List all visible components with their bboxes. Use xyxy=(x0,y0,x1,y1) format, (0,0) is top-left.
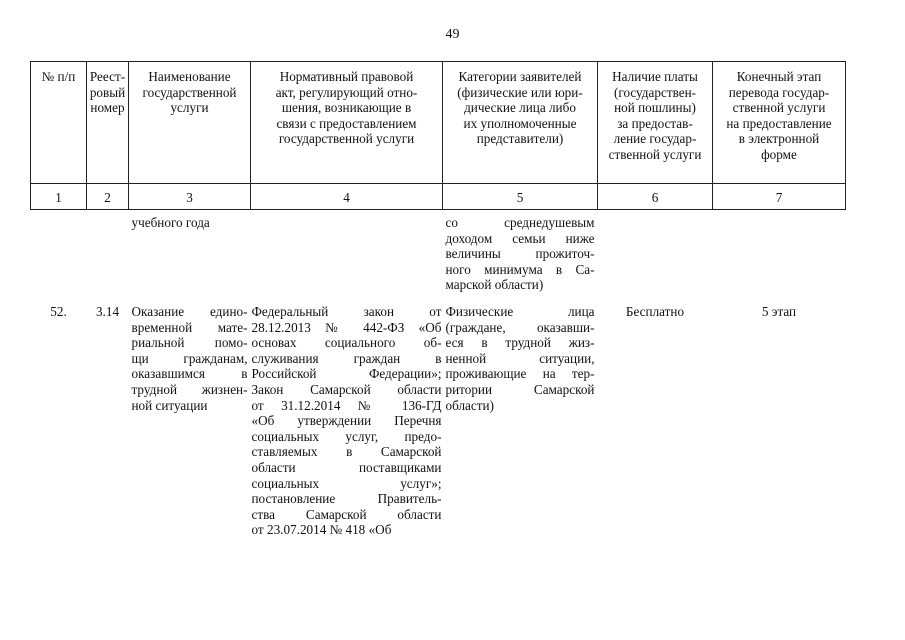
header-text-line: форме xyxy=(761,146,797,162)
text-line: от 31.12.2014 № 136-ГД xyxy=(251,397,442,413)
text-line: (граждане, оказавши- xyxy=(445,319,595,335)
header-text-line: государственной xyxy=(142,84,237,100)
column-numbers-row xyxy=(31,184,846,210)
column-number: 4 xyxy=(251,184,443,210)
header-text-line: государственной услуги xyxy=(278,131,415,147)
header-text-line: Реест- xyxy=(89,69,126,84)
header-col-applicants xyxy=(443,62,598,184)
text-line: доходом семьи ниже xyxy=(445,230,595,246)
text-line: ного минимума в Са- xyxy=(445,261,595,277)
text-line: Российской Федерации»; xyxy=(251,366,442,382)
header-text-line: Наличие платы xyxy=(612,69,698,84)
page-number: 49 xyxy=(445,27,460,42)
text-line: постановление Правитель- xyxy=(251,491,442,507)
text-line: проживающие на тер- xyxy=(445,366,595,382)
header-text-line: Наименование xyxy=(148,69,231,84)
text-line: величины прожиточ- xyxy=(445,246,595,262)
column-number: 6 xyxy=(598,184,713,210)
header-text-line: в электронной xyxy=(738,131,820,147)
text-line: еся в трудной жиз- xyxy=(445,335,595,351)
applicant-categories xyxy=(443,299,598,538)
text-line: ной ситуации xyxy=(131,397,208,413)
header-text-line: номер xyxy=(90,100,125,116)
continuation-row xyxy=(31,210,846,300)
service-name xyxy=(129,299,251,538)
text-line: временной мате- xyxy=(131,319,248,335)
header-text-line: акт, регулирующий отно- xyxy=(275,84,418,100)
text-line: оказавшимся в xyxy=(131,366,248,382)
text-line: Физические лица xyxy=(445,304,595,319)
text-line: ритории Самарской xyxy=(445,381,595,397)
column-number: 5 xyxy=(443,184,598,210)
header-text-line: дические лица либо xyxy=(464,100,576,116)
text-line: служивания граждан в xyxy=(251,350,442,366)
text-line: Закон Самарской области xyxy=(251,381,442,397)
header-text-line: ровый xyxy=(89,84,126,100)
text-line: социальных услуг»; xyxy=(251,475,442,491)
text-line: трудной жизнен- xyxy=(131,381,248,397)
header-text-line: ление государ- xyxy=(613,131,697,147)
header-text-line: услуги xyxy=(170,100,209,116)
column-number: 1 xyxy=(31,184,87,210)
text-line: риальной помо- xyxy=(131,335,248,351)
header-text-line: их уполномоченные xyxy=(463,115,577,131)
continuation-service-text xyxy=(129,210,251,300)
header-text-line: Категории заявителей xyxy=(458,69,582,84)
text-line: области) xyxy=(445,397,494,413)
text-line: Федеральный закон от xyxy=(251,304,442,319)
header-col-registry xyxy=(87,62,129,184)
header-text-line: ственной услуги xyxy=(608,146,702,162)
registry-number: 3.14 xyxy=(95,304,120,319)
header-text-line: ной пошлины) xyxy=(614,100,696,116)
header-text-line: (физические или юри- xyxy=(457,84,583,100)
text-line: ненной ситуации, xyxy=(445,350,595,366)
text-line: учебного года xyxy=(131,215,210,230)
text-line: основах социального об- xyxy=(251,335,442,351)
header-text-line: связи с предоставлением xyxy=(276,115,417,131)
column-number: 7 xyxy=(713,184,846,210)
header-col-final-stage xyxy=(713,62,846,184)
header-text-line: шения, возникающие в xyxy=(281,100,412,116)
header-col-legal-act xyxy=(251,62,443,184)
continuation-applicants-text xyxy=(443,210,598,300)
header-text-line: за предостав- xyxy=(617,115,693,131)
header-text-line: № п/п xyxy=(41,69,76,84)
legal-act xyxy=(251,299,443,538)
header-text-line: ственной услуги xyxy=(732,100,826,116)
text-line: от 23.07.2014 № 418 «Об xyxy=(251,522,392,538)
row-number: 52. xyxy=(50,304,67,319)
final-stage: 5 этап xyxy=(761,304,797,319)
column-number: 2 xyxy=(87,184,129,210)
text-line: марской области) xyxy=(445,277,544,293)
text-line: 28.12.2013 № 442-ФЗ «Об xyxy=(251,319,442,335)
header-text-line: перевода государ- xyxy=(728,84,830,100)
header-col-service-name xyxy=(129,62,251,184)
text-line: социальных услуг, предо- xyxy=(251,428,442,444)
table-header-row xyxy=(31,62,846,184)
table-row xyxy=(31,299,846,538)
header-text-line: Нормативный правовой xyxy=(279,69,414,84)
header-col-number xyxy=(31,62,87,184)
text-line: области поставщиками xyxy=(251,459,442,475)
text-line: Оказание едино- xyxy=(131,304,248,319)
header-text-line: (государствен- xyxy=(613,84,697,100)
text-line: со среднедушевым xyxy=(445,215,595,230)
text-line: «Об утверждении Перечня xyxy=(251,413,442,429)
header-text-line: Конечный этап xyxy=(736,69,822,84)
text-line: ства Самарской области xyxy=(251,506,442,522)
text-line: ставляемых в Самарской xyxy=(251,444,442,460)
fee-info: Бесплатно xyxy=(625,304,685,319)
header-text-line: представители) xyxy=(476,131,564,147)
header-col-fee xyxy=(598,62,713,184)
header-text-line: на предоставление xyxy=(726,115,832,131)
text-line: щи гражданам, xyxy=(131,350,248,366)
column-number: 3 xyxy=(129,184,251,210)
services-table xyxy=(30,61,846,538)
